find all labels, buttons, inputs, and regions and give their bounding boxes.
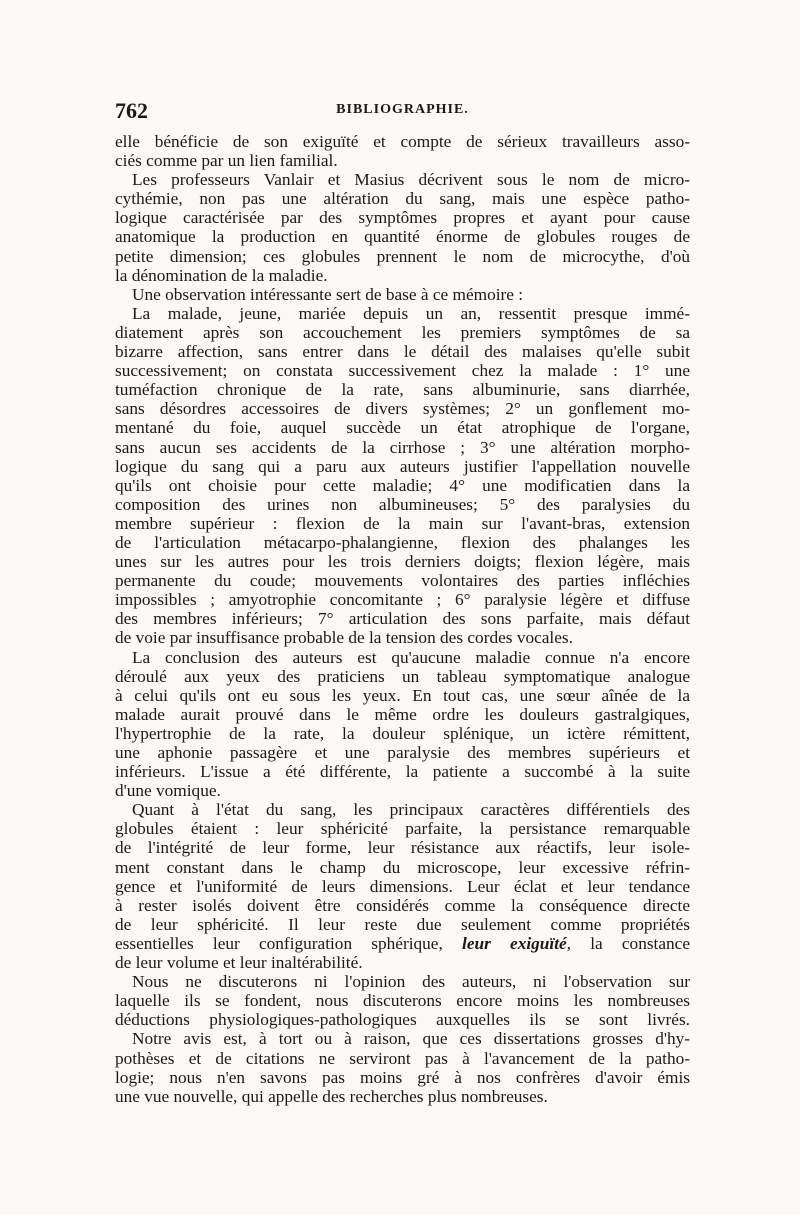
text-line-content: logie; nous n'en savons pas moins gré à nos confrères d'avoir émis xyxy=(115,1067,690,1087)
text-line xyxy=(115,380,690,399)
text-line xyxy=(115,858,690,877)
text-line-content: de leur volume et leur inaltérabilité. xyxy=(115,953,363,973)
text-line-content: essentielles leur configuration sphérique, xyxy=(115,933,443,953)
text-line-content: La malade, jeune, mariée depuis un an, ressentit presque immé- xyxy=(132,303,690,323)
text-line xyxy=(115,609,690,628)
text-line-content: à rester isolés doivent être considérés comme la conséquence directe xyxy=(115,895,690,915)
text-line-content: gence et l'uniformité de leurs dimensions. Leur éclat et leur tendance xyxy=(115,876,690,896)
text-line-content: petite dimension; ces globules prennent le nom de microcythe, d'où xyxy=(115,246,690,266)
text-line xyxy=(115,227,690,246)
text-line-content: à celui qu'ils ont eu sous les yeux. En tout cas, une sœur aînée de la xyxy=(115,685,690,705)
text-line xyxy=(115,208,690,227)
text-line-content: de leur sphéricité. Il leur reste due seulement comme propriétés xyxy=(115,914,690,934)
text-line xyxy=(115,399,690,418)
text-line xyxy=(115,724,690,743)
text-line xyxy=(115,552,690,571)
text-line xyxy=(115,915,690,934)
running-head: BIBLIOGRAPHIE. xyxy=(336,102,469,117)
text-line xyxy=(115,266,690,285)
text-line xyxy=(115,476,690,495)
text-line-content: unes sur les autres pour les trois derniers doigts; flexion légère, mais xyxy=(115,552,690,572)
text-line-content: une aphonie passagère et une paralysie des membres supérieurs et xyxy=(115,743,690,762)
text-line-content: bizarre affection, sans entrer dans le détail des malaises qu'elle subit xyxy=(115,342,690,362)
text-line xyxy=(115,533,690,552)
text-line-content: logique du sang qui a paru aux auteurs justifier l'appellation nouvelle xyxy=(115,456,690,476)
body-text xyxy=(115,132,690,1106)
text-line-content: La conclusion des auteurs est qu'aucune maladie connue n'a encore xyxy=(132,647,690,667)
text-line xyxy=(115,361,690,380)
text-line xyxy=(115,743,690,762)
page-header xyxy=(115,98,690,124)
text-line-content: de voie par insuffisance probable de la tension des cordes vocales. xyxy=(115,628,573,648)
text-line xyxy=(115,304,690,323)
text-line-content: une vue nouvelle, qui appelle des recherches plus nombreuses. xyxy=(115,1086,548,1106)
text-line-content: déroulé aux yeux des praticiens un tableau symptomatique analogue xyxy=(115,666,690,686)
text-line xyxy=(115,342,690,361)
emphasis-text: leur exiguïté xyxy=(462,933,567,953)
text-line xyxy=(115,991,690,1010)
text-line-content: mentané du foie, auquel succède un état atrophique de l'organe, xyxy=(115,418,690,438)
text-line xyxy=(115,896,690,915)
text-line xyxy=(115,571,690,590)
text-line-content: Nous ne discuterons ni l'opinion des auteurs, ni l'observation sur xyxy=(132,972,690,992)
text-line-content: ment constant dans le champ du microscope, leur excessive réfrin- xyxy=(115,857,690,877)
text-line xyxy=(115,170,690,189)
text-line xyxy=(115,457,690,476)
text-line-content: cythémie, non pas une altération du sang, mais une espèce patho- xyxy=(115,189,690,209)
text-line-content: inférieurs. L'issue a été différente, la patiente a succombé à la suite xyxy=(115,762,690,782)
text-line xyxy=(115,247,690,266)
text-line xyxy=(115,667,690,686)
text-line xyxy=(115,418,690,437)
text-line-content: logique caractérisée par des symptômes propres et ayant pour cause xyxy=(115,208,690,228)
text-line xyxy=(115,495,690,514)
text-line-content: la dénomination de la maladie. xyxy=(115,265,328,285)
text-line xyxy=(115,686,690,705)
text-line xyxy=(115,323,690,342)
text-line xyxy=(115,762,690,781)
text-line xyxy=(115,628,690,647)
text-line-content: Une observation intéressante sert de base à ce mémoire : xyxy=(132,284,524,304)
text-line-content: Quant à l'état du sang, les principaux caractères différentiels des xyxy=(132,800,690,820)
text-line-content: pothèses et de citations ne serviront pas à l'avancement de la patho- xyxy=(115,1048,690,1068)
text-line-content: d'une vomique. xyxy=(115,781,221,801)
text-line-content: sans aucun ses accidents de la cirrhose ; 3° une altération morpho- xyxy=(115,437,690,457)
text-line xyxy=(115,1068,690,1087)
text-line xyxy=(115,1049,690,1068)
text-line xyxy=(115,800,690,819)
text-line xyxy=(115,934,690,953)
text-line-content: permanente du coude; mouvements volontaires des parties infléchies xyxy=(115,571,690,591)
text-line xyxy=(115,953,690,972)
text-line xyxy=(115,705,690,724)
text-line xyxy=(115,1029,690,1048)
text-line-content: diatement après son accouchement les premiers symptômes de sa xyxy=(115,322,690,342)
page-number: 762 xyxy=(115,98,148,123)
text-line-content: malade aurait prouvé dans le même ordre les douleurs gastralgiques, xyxy=(115,704,690,724)
text-line-content: ciés comme par un lien familial. xyxy=(115,151,338,171)
text-line-content: Les professeurs Vanlair et Masius décrivent sous le nom de micro- xyxy=(132,170,690,190)
text-line xyxy=(115,972,690,991)
text-line-content: successivement; on constata successivement chez la malade : 1° une xyxy=(115,361,690,381)
text-line xyxy=(115,189,690,208)
text-line-content: déductions physiologiques-pathologiques auxquelles ils se sont livrés. xyxy=(115,1010,690,1030)
text-line xyxy=(115,151,690,170)
text-line-content: Notre avis est, à tort ou à raison, que ces dissertations grosses d'hy- xyxy=(132,1029,690,1049)
text-line-content: laquelle ils se fondent, nous discuterons encore moins les nombreuses xyxy=(115,991,690,1011)
text-line xyxy=(115,877,690,896)
text-line xyxy=(115,838,690,857)
text-line-content: sans désordres accessoires de divers systèmes; 2° un gonflement mo- xyxy=(115,399,690,419)
text-line-content: de l'articulation métacarpo-phalangienne, flexion des phalanges les xyxy=(115,532,690,552)
text-line-content: l'hypertrophie de la rate, la douleur splénique, un ictère rémittent, xyxy=(115,723,690,743)
text-line xyxy=(115,438,690,457)
text-line-content: globules étaient : leur sphéricité parfaite, la persistance remarquable xyxy=(115,819,690,839)
text-line xyxy=(115,819,690,838)
text-line xyxy=(115,590,690,609)
text-line xyxy=(115,1087,690,1106)
text-line xyxy=(115,285,690,304)
text-line-content: qu'ils ont choisie pour cette maladie; 4° une modificatien dans la xyxy=(115,475,690,495)
text-line-content: de l'intégrité de leur forme, leur résistance aux réactifs, leur isole- xyxy=(115,838,690,858)
text-line-content: tuméfaction chronique de la rate, sans albuminurie, sans diarrhée, xyxy=(115,380,690,400)
text-line xyxy=(115,132,690,151)
text-line xyxy=(115,514,690,533)
text-line-content: des membres inférieurs; 7° articulation des sons parfaite, mais défaut xyxy=(115,609,690,629)
text-line-content: composition des urines non albumineuses; 5° des paralysies du xyxy=(115,494,690,514)
text-line-content: anatomique la production en quantité énorme de globules rouges de xyxy=(115,227,690,247)
text-line-content: membre supérieur : flexion de la main sur l'avant-bras, extension xyxy=(115,513,690,533)
text-line xyxy=(115,781,690,800)
text-line xyxy=(115,648,690,667)
text-line-content: elle bénéficie de son exiguïté et compte de sérieux travailleurs asso- xyxy=(115,132,690,151)
text-line-continuation: , la constance xyxy=(566,933,690,953)
text-line xyxy=(115,1010,690,1029)
text-line-content: impossibles ; amyotrophie concomitante ; 6° paralysie légère et diffuse xyxy=(115,590,690,610)
